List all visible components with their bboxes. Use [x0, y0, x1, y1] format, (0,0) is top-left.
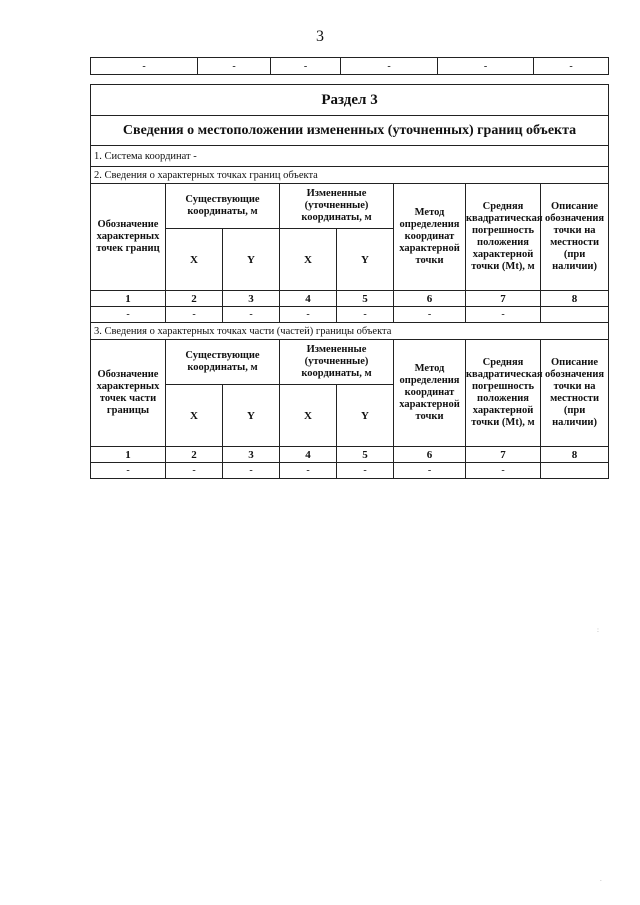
table1-cell: -: [223, 307, 280, 323]
table2-col-number: 8: [541, 447, 609, 463]
table1-cell: -: [394, 307, 466, 323]
table1-col-number: 7: [466, 291, 541, 307]
table2-cell: -: [91, 463, 166, 479]
table2-col-number: 5: [337, 447, 394, 463]
top-cell: -: [341, 58, 438, 75]
table1-changed-coords-header: Измененные (уточненные) координаты, м: [280, 184, 394, 229]
table1-cell: -: [91, 307, 166, 323]
table1-method-header: Метод определения координат характерной точки: [394, 184, 466, 291]
table2-existing-coords-header: Существующие координаты, м: [166, 340, 280, 385]
table2-y-changed: Y: [337, 385, 394, 447]
section-table: [90, 84, 609, 479]
table1-caption: 2. Сведения о характерных точках границ объекта: [91, 167, 609, 184]
table2-cell: -: [280, 463, 337, 479]
table2-error-header: Средняя квадратическая погрешность положения характерной точки (Мt), м: [466, 340, 541, 447]
table2-x-changed: X: [280, 385, 337, 447]
table1-cell: -: [337, 307, 394, 323]
top-continuation-table: [90, 57, 609, 75]
top-cell: -: [91, 58, 198, 75]
table2-cell: -: [337, 463, 394, 479]
table2-cell: -: [223, 463, 280, 479]
top-cell: -: [271, 58, 341, 75]
table2-col-number: 4: [280, 447, 337, 463]
scan-speck: :: [597, 626, 599, 634]
table1-cell: [541, 307, 609, 323]
document-body: [90, 57, 608, 479]
table1-cell: -: [466, 307, 541, 323]
section-title: Раздел 3: [91, 85, 609, 116]
table2-cell: [541, 463, 609, 479]
table1-x-changed: X: [280, 229, 337, 291]
table1-col-number: 1: [91, 291, 166, 307]
table2-cell: -: [466, 463, 541, 479]
top-dash-row: [91, 58, 609, 75]
table1-col-number: 2: [166, 291, 223, 307]
page-number: 3: [316, 28, 324, 45]
table2-col-number: 3: [223, 447, 280, 463]
table1-col-number: 5: [337, 291, 394, 307]
scan-speck: .: [600, 875, 602, 883]
section-subtitle: Сведения о местоположении измененных (уточненных) границ объекта: [91, 116, 609, 146]
table2-cell: -: [394, 463, 466, 479]
table2-cell: -: [166, 463, 223, 479]
table1-col-number: 3: [223, 291, 280, 307]
table1-point-label-header: Обозначение характерных точек границ: [91, 184, 166, 291]
table1-error-header: Средняя квадратическая погрешность положения характерной точки (Мt), м: [466, 184, 541, 291]
table1-col-number: 4: [280, 291, 337, 307]
top-cell: -: [438, 58, 534, 75]
table2-col-number: 6: [394, 447, 466, 463]
table2-data-row: [91, 463, 609, 479]
coordinate-system-line: 1. Система координат -: [91, 146, 609, 167]
table1-cell: -: [166, 307, 223, 323]
table1-y-existing: Y: [223, 229, 280, 291]
table2-col-number: 7: [466, 447, 541, 463]
top-cell: -: [534, 58, 609, 75]
table2-point-label-header: Обозначение характерных точек части границы: [91, 340, 166, 447]
table1-existing-coords-header: Существующие координаты, м: [166, 184, 280, 229]
table2-description-header: Описание обозначения точки на местности (при наличии): [541, 340, 609, 447]
table1-x-existing: X: [166, 229, 223, 291]
table2-col-number: 2: [166, 447, 223, 463]
table2-caption: 3. Сведения о характерных точках части (частей) границы объекта: [91, 323, 609, 340]
table1-y-changed: Y: [337, 229, 394, 291]
top-cell: -: [198, 58, 271, 75]
table2-changed-coords-header: Измененные (уточненные) координаты, м: [280, 340, 394, 385]
table2-y-existing: Y: [223, 385, 280, 447]
table2-method-header: Метод определения координат характерной точки: [394, 340, 466, 447]
table2-x-existing: X: [166, 385, 223, 447]
table2-col-number: 1: [91, 447, 166, 463]
table2-number-row: [91, 447, 609, 463]
table1-col-number: 6: [394, 291, 466, 307]
table1-col-number: 8: [541, 291, 609, 307]
table1-data-row: [91, 307, 609, 323]
table1-number-row: [91, 291, 609, 307]
table1-description-header: Описание обозначения точки на местности (при наличии): [541, 184, 609, 291]
table1-cell: -: [280, 307, 337, 323]
